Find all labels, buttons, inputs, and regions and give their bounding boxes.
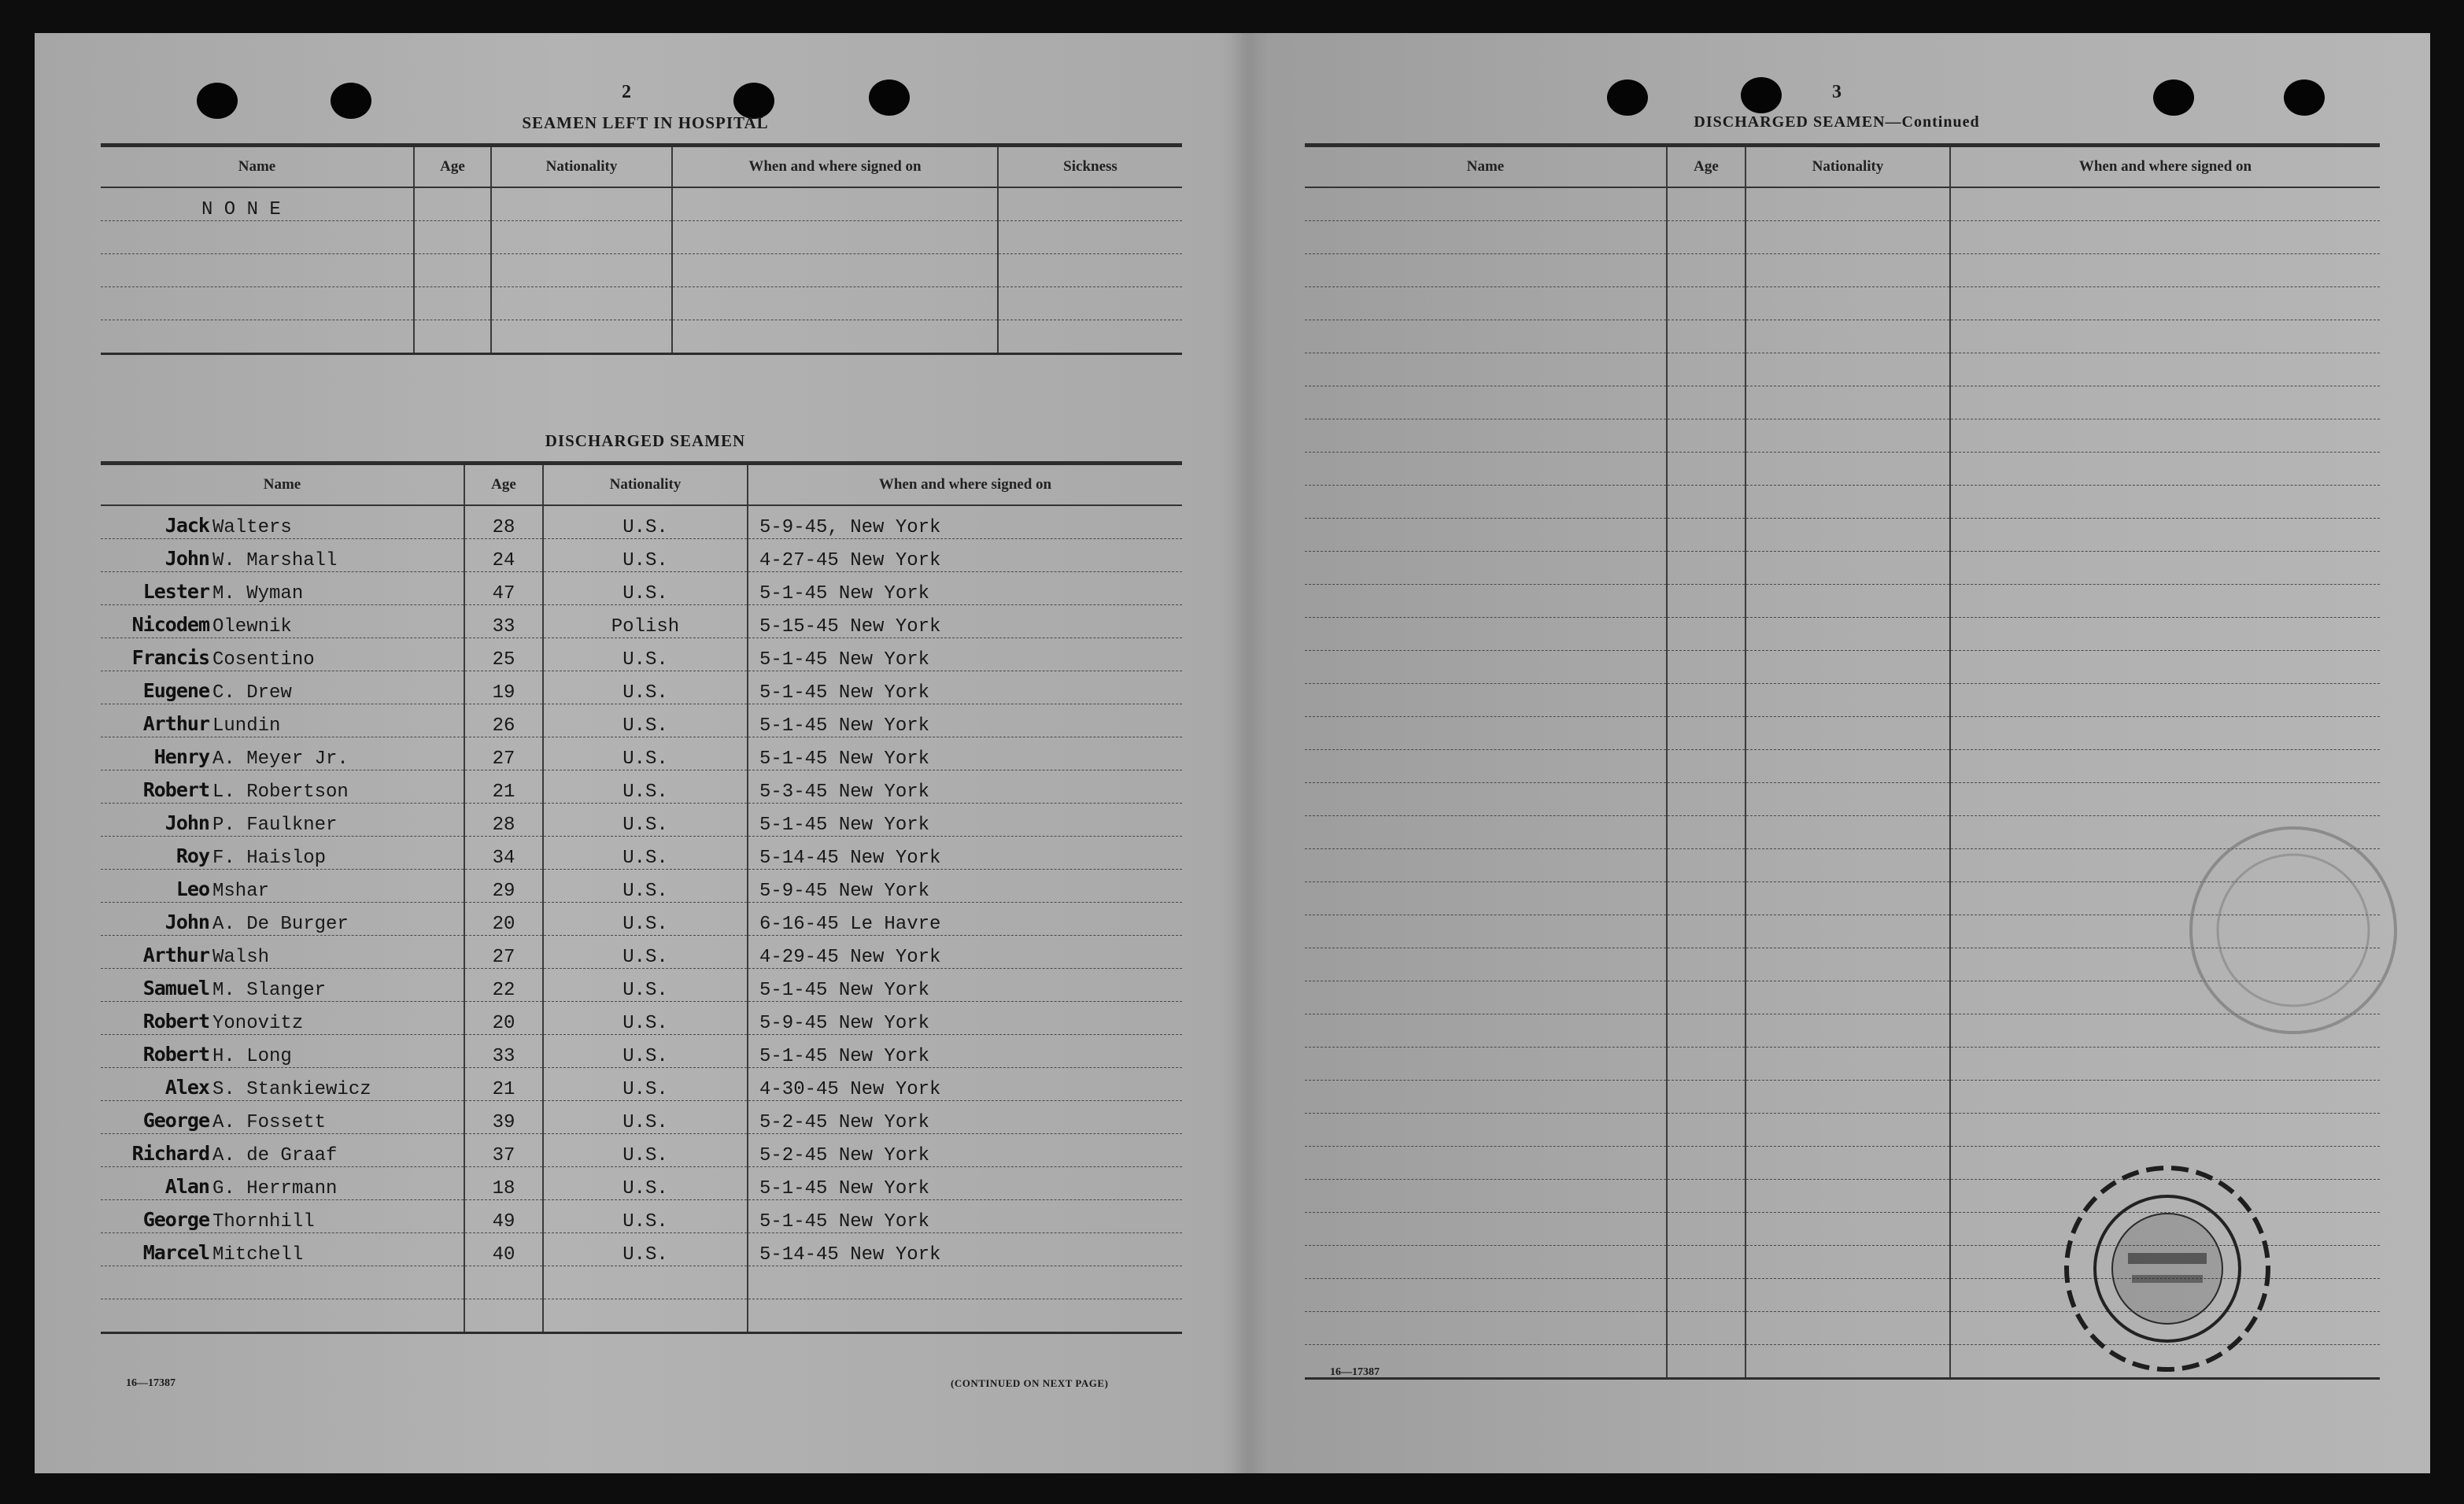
table-row	[101, 1167, 1182, 1200]
seaman-name	[101, 1002, 464, 1035]
table-row	[101, 605, 1182, 638]
seaman-signed-on: 5-9-45, New York	[748, 505, 1182, 539]
empty-row	[1305, 419, 2380, 453]
empty-row	[1305, 717, 2380, 750]
seaman-age: 20	[464, 1002, 543, 1035]
hospital-entry-none: N O N E	[101, 187, 414, 221]
seaman-signed-on: 5-1-45 New York	[748, 1035, 1182, 1068]
col-header-sickness: Sickness	[998, 146, 1182, 188]
seaman-nationality: U.S.	[543, 539, 748, 572]
first-name: Jack	[164, 514, 209, 537]
table-row	[101, 969, 1182, 1002]
punch-hole	[1607, 79, 1648, 116]
seaman-name	[101, 638, 464, 671]
seaman-age: 49	[464, 1200, 543, 1233]
seaman-signed-on: 5-1-45 New York	[748, 1200, 1182, 1233]
seaman-nationality: U.S.	[543, 505, 748, 539]
first-name: George	[142, 1109, 209, 1132]
empty-row	[1305, 783, 2380, 816]
form-number-right: 16—17387	[1330, 1366, 1380, 1378]
punch-hole	[869, 79, 910, 116]
seaman-signed-on: 4-27-45 New York	[748, 539, 1182, 572]
last-name: Cosentino	[212, 649, 315, 671]
last-name: C. Drew	[212, 682, 292, 704]
faded-stamp	[2159, 804, 2427, 1056]
seaman-age: 29	[464, 870, 543, 903]
first-name: Roy	[175, 844, 209, 867]
last-name: Olewnik	[212, 616, 292, 637]
seaman-signed-on: 5-3-45 New York	[748, 770, 1182, 804]
hospital-section-title: SEAMEN LEFT IN HOSPITAL	[522, 113, 769, 132]
seaman-name	[101, 770, 464, 804]
seaman-signed-on: 5-2-45 New York	[748, 1101, 1182, 1134]
seaman-signed-on: 5-1-45 New York	[748, 804, 1182, 837]
table-row	[101, 804, 1182, 837]
seaman-signed-on: 5-14-45 New York	[748, 1233, 1182, 1266]
col-header-name: Name	[1305, 146, 1667, 188]
seaman-age: 28	[464, 804, 543, 837]
table-row	[101, 870, 1182, 903]
col-header-signed-on: When and where signed on	[748, 464, 1182, 506]
seaman-nationality: U.S.	[543, 837, 748, 870]
table-row	[101, 837, 1182, 870]
seaman-signed-on: 5-1-45 New York	[748, 671, 1182, 704]
seaman-nationality: U.S.	[543, 770, 748, 804]
seaman-name	[101, 505, 464, 539]
punch-hole	[197, 83, 238, 119]
seaman-signed-on: 4-30-45 New York	[748, 1068, 1182, 1101]
seaman-nationality: U.S.	[543, 572, 748, 605]
first-name: Arthur	[142, 712, 209, 735]
seaman-nationality: U.S.	[543, 1035, 748, 1068]
seaman-age: 34	[464, 837, 543, 870]
table-row	[101, 770, 1182, 804]
empty-row	[1305, 486, 2380, 519]
continued-note: (CONTINUED ON NEXT PAGE)	[951, 1377, 1109, 1389]
col-header-age: Age	[414, 146, 491, 188]
seaman-age: 27	[464, 936, 543, 969]
empty-row	[1305, 618, 2380, 651]
seaman-signed-on: 5-2-45 New York	[748, 1134, 1182, 1167]
col-header-nationality: Nationality	[491, 146, 672, 188]
seaman-age: 19	[464, 671, 543, 704]
last-name: H. Long	[212, 1046, 292, 1067]
empty-row	[1305, 320, 2380, 353]
table-row	[101, 1134, 1182, 1167]
seaman-age: 27	[464, 737, 543, 770]
table-row	[101, 1035, 1182, 1068]
first-name: Alan	[164, 1175, 209, 1198]
table-row	[101, 638, 1182, 671]
punch-hole	[2153, 79, 2194, 116]
discharged-rows	[101, 505, 1182, 1333]
first-name: Henry	[153, 745, 209, 768]
col-header-signed-on: When and where signed on	[1950, 146, 2380, 188]
empty-row	[1305, 453, 2380, 486]
table-row	[101, 1068, 1182, 1101]
punch-hole	[331, 83, 371, 119]
empty-row	[1305, 254, 2380, 287]
first-name: Eugene	[142, 679, 209, 702]
last-name: A. De Burger	[212, 914, 349, 935]
table-row	[101, 539, 1182, 572]
seaman-nationality: U.S.	[543, 1200, 748, 1233]
empty-row	[1305, 287, 2380, 320]
seaman-nationality: U.S.	[543, 1101, 748, 1134]
seaman-age: 25	[464, 638, 543, 671]
seaman-nationality: U.S.	[543, 870, 748, 903]
table-row	[101, 1002, 1182, 1035]
first-name: Arthur	[142, 944, 209, 966]
seaman-name	[101, 1068, 464, 1101]
last-name: Mshar	[212, 881, 270, 902]
discharged-table	[101, 461, 1182, 1334]
empty-row	[1305, 386, 2380, 419]
seaman-signed-on: 5-1-45 New York	[748, 572, 1182, 605]
seaman-name	[101, 1035, 464, 1068]
first-name: John	[164, 811, 209, 834]
discharged-section-title: DISCHARGED SEAMEN	[545, 431, 746, 450]
table-row	[101, 903, 1182, 936]
empty-row	[1305, 353, 2380, 386]
first-name: Leo	[175, 878, 209, 900]
last-name: W. Marshall	[212, 550, 338, 571]
empty-row	[1305, 221, 2380, 254]
seaman-signed-on: 5-1-45 New York	[748, 638, 1182, 671]
seaman-name	[101, 704, 464, 737]
seaman-nationality: U.S.	[543, 671, 748, 704]
seaman-nationality: U.S.	[543, 936, 748, 969]
table-row	[101, 1200, 1182, 1233]
seaman-age: 21	[464, 770, 543, 804]
empty-row	[1305, 1114, 2380, 1147]
seaman-name	[101, 936, 464, 969]
seaman-nationality: U.S.	[543, 1167, 748, 1200]
empty-row	[1305, 1048, 2380, 1081]
col-header-name: Name	[101, 464, 464, 506]
first-name: Samuel	[142, 977, 209, 1000]
last-name: M. Wyman	[212, 583, 304, 604]
last-name: Lundin	[212, 715, 281, 737]
punch-hole	[2284, 79, 2325, 116]
seaman-nationality: U.S.	[543, 1134, 748, 1167]
seaman-nationality: U.S.	[543, 737, 748, 770]
seaman-name	[101, 1233, 464, 1266]
seaman-signed-on: 5-1-45 New York	[748, 737, 1182, 770]
empty-row	[1305, 1081, 2380, 1114]
form-number-left: 16—17387	[126, 1377, 175, 1389]
seaman-age: 40	[464, 1233, 543, 1266]
seaman-name	[101, 605, 464, 638]
table-row	[101, 505, 1182, 539]
table-row	[101, 704, 1182, 737]
seaman-signed-on: 6-16-45 Le Havre	[748, 903, 1182, 936]
seaman-age: 47	[464, 572, 543, 605]
last-name: A. Fossett	[212, 1112, 327, 1133]
hospital-table	[101, 143, 1182, 355]
seaman-name	[101, 539, 464, 572]
first-name: Marcel	[142, 1241, 209, 1264]
first-name: Nicodem	[131, 613, 209, 636]
seaman-age: 28	[464, 505, 543, 539]
col-header-age: Age	[1667, 146, 1745, 188]
seaman-name	[101, 671, 464, 704]
page-number-left: 2	[622, 82, 631, 102]
col-header-nationality: Nationality	[1745, 146, 1950, 188]
seaman-nationality: U.S.	[543, 704, 748, 737]
table-row	[101, 1101, 1182, 1134]
seaman-age: 33	[464, 605, 543, 638]
empty-row	[1305, 552, 2380, 585]
table-row	[101, 737, 1182, 770]
first-name: Robert	[142, 778, 209, 801]
seaman-age: 20	[464, 903, 543, 936]
seaman-nationality: U.S.	[543, 804, 748, 837]
seaman-nationality: U.S.	[543, 638, 748, 671]
seaman-nationality: U.S.	[543, 1068, 748, 1101]
last-name: Walsh	[212, 947, 270, 968]
seaman-nationality: Polish	[543, 605, 748, 638]
seaman-name	[101, 737, 464, 770]
seaman-signed-on: 5-9-45 New York	[748, 870, 1182, 903]
empty-row	[1305, 585, 2380, 618]
empty-row	[1305, 519, 2380, 552]
empty-row	[1305, 187, 2380, 221]
seaman-age: 24	[464, 539, 543, 572]
seaman-signed-on: 5-9-45 New York	[748, 1002, 1182, 1035]
table-row	[101, 671, 1182, 704]
seaman-age: 21	[464, 1068, 543, 1101]
last-name: Walters	[212, 517, 292, 538]
seaman-nationality: U.S.	[543, 1233, 748, 1266]
seaman-name	[101, 870, 464, 903]
col-header-name: Name	[101, 146, 414, 188]
first-name: John	[164, 911, 209, 933]
first-name: Richard	[131, 1142, 209, 1165]
seaman-nationality: U.S.	[543, 1002, 748, 1035]
seaman-nationality: U.S.	[543, 969, 748, 1002]
seaman-age: 33	[464, 1035, 543, 1068]
seaman-name	[101, 969, 464, 1002]
last-name: Yonovitz	[212, 1013, 304, 1034]
first-name: Robert	[142, 1010, 209, 1033]
scanned-document	[35, 33, 2430, 1473]
last-name: Thornhill	[212, 1211, 315, 1232]
seaman-name	[101, 903, 464, 936]
seaman-signed-on: 4-29-45 New York	[748, 936, 1182, 969]
last-name: F. Haislop	[212, 848, 327, 869]
seaman-signed-on: 5-14-45 New York	[748, 837, 1182, 870]
col-header-age: Age	[464, 464, 543, 506]
last-name: S. Stankiewicz	[212, 1079, 371, 1100]
last-name: M. Slanger	[212, 980, 327, 1001]
table-row	[101, 1233, 1182, 1266]
last-name: G. Herrmann	[212, 1178, 338, 1199]
seaman-name	[101, 1101, 464, 1134]
page-number-right: 3	[1832, 82, 1842, 102]
first-name: Robert	[142, 1043, 209, 1066]
table-row	[101, 572, 1182, 605]
seaman-signed-on: 5-15-45 New York	[748, 605, 1182, 638]
punch-hole	[1741, 77, 1782, 113]
first-name: Alex	[164, 1076, 209, 1099]
last-name: A. Meyer Jr.	[212, 748, 349, 770]
empty-row	[101, 1266, 1182, 1299]
last-name: A. de Graaf	[212, 1145, 338, 1166]
table-row	[101, 936, 1182, 969]
seaman-name	[101, 1134, 464, 1167]
seaman-nationality: U.S.	[543, 903, 748, 936]
seaman-signed-on: 5-1-45 New York	[748, 1167, 1182, 1200]
empty-row	[1305, 684, 2380, 717]
seaman-age: 39	[464, 1101, 543, 1134]
first-name: Francis	[131, 646, 209, 669]
last-name: P. Faulkner	[212, 815, 338, 836]
seaman-age: 18	[464, 1167, 543, 1200]
seaman-name	[101, 572, 464, 605]
empty-row	[1305, 651, 2380, 684]
first-name: John	[164, 547, 209, 570]
last-name: Mitchell	[212, 1244, 304, 1266]
seaman-name	[101, 804, 464, 837]
first-name: Lester	[142, 580, 209, 603]
seaman-name	[101, 837, 464, 870]
customs-stamp	[2034, 1151, 2333, 1402]
last-name: L. Robertson	[212, 782, 349, 803]
col-header-signed-on: When and where signed on	[672, 146, 998, 188]
right-section-title: DISCHARGED SEAMEN—Continued	[1694, 113, 1980, 131]
empty-row	[1305, 750, 2380, 783]
seaman-name	[101, 1200, 464, 1233]
seaman-age: 26	[464, 704, 543, 737]
seaman-age: 37	[464, 1134, 543, 1167]
seaman-age: 22	[464, 969, 543, 1002]
page-fold	[1231, 33, 1269, 1473]
first-name: George	[142, 1208, 209, 1231]
col-header-nationality: Nationality	[543, 464, 748, 506]
seaman-signed-on: 5-1-45 New York	[748, 969, 1182, 1002]
seaman-name	[101, 1167, 464, 1200]
seaman-signed-on: 5-1-45 New York	[748, 704, 1182, 737]
empty-row	[101, 1299, 1182, 1333]
